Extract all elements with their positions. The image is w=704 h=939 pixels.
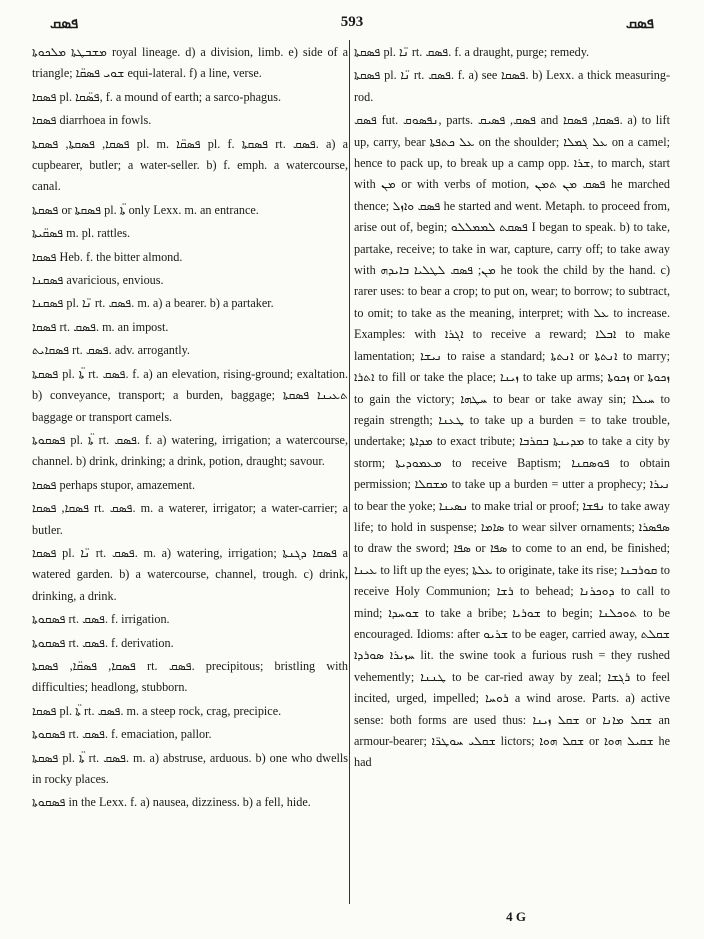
dictionary-entry: ܦܣܩܬܐ pl. ܢ̈ܐ rt. ܦܣܩ. f. a draught, purge; remedy. xyxy=(354,45,590,59)
dictionary-entry: ܦܣܩ̈ܝܬܐ m. pl. rattles. xyxy=(32,226,131,241)
dictionary-entry: ܦܣܩܘܬܐ pl. ܬ̈ܐ rt. ܦܣܩ. f. a) watering, irrigation; a watercourse, channel. b) drink, drinking; a drink, potion, draught; savour. xyxy=(32,432,348,469)
left-column xyxy=(32,42,348,904)
dictionary-entry: ܦܣܩܐ, ܦܣܩܬܐ, ܦܣܩܬܐ pl. m. ܦܣܩ̈ܐ pl. f. ܦܣܩܬܐ rt. ܦܣܩ. a) a cupbearer, butler; a water-seller. b) f. emph. a watercourse, canal. xyxy=(32,136,348,194)
dictionary-entry: ܦܣܩ fut. ܢܦܣܘܩ, parts. ܦܣܩ, ܦܣܝܩ and ܦܣܩܐ, ܦܣܩܐ. a) to lift up, carry, bear ܥܠ ܟܬܦܬܐ on the shoulder; ܥܠ ܓܡܠܐ on a camel; hence to pack up, to break up a camp opp. ܫܪܐ, to march, start with ܡܢ or with verbs of motion, ܦܣܩ ܡܢ ܬܡܢ he marched thence; ܦܣܩ ܘܐܙܠ he started and went. Metaph. to proceed from, arise out of, begin; ܦܣܩܬ ܠܡܡܠܠܘ I began to speak. b) to take, partake, receive; to take in war, capture, carry off; to take away with ܡܢ; ܦܣܩ ܠܛܠܝܐ ܒܐܝܕܗ he took the child by the hand. c) rarer uses: to bear a crop; to put on, wear; to borrow; to subtract, to omit; to take as the meaning, interpret; with ܥܠ to increase. Examples: with ܐܓܪܐ to receive a reward; ܐܒܠܐ to make lamentation; ܢܝܫܐ to raise a standard; ܐܢܬܬܐ or ܐܢܬܬܐ to marry; ܐܬܪܐ to fill or take the place; ܙܝܢܐ to take up arms; ܙܟܘܬܐ or ܙܟܘܬܐ to gain the victory; ܚܛܗܐ to bear or take away sin; ܚܝܠܐ to regain strength; ܛܥܢܐ to take up a burden = to take trouble, undertake; ܡܕܐܬܐ to exact tribute; ܡܕܝܢܬܐ ܒܩܪܒܐ to take a city by storm; ܡܥܡܘܕܝܬܐ to receive Baptism; ܦܘܣܩܢܐ to obtain permission; ܡܫܩܠܐ to take up a burden = utter a prophecy; ܢܝܪܐ to bear the yoke; ܢܣܝܢܐ to make trial or proof; ܢܦܫܐ to take away life; to hold in suspense; ܣܐܡܐ to wear silver ornaments; ܣܦܣܪܐ to draw the sword; ܣܦܐ or ܣܦܐ to come to an end, be finished; ܥܝܢܐ to lift up the eyes; ܥܠܬܐ to originate, take its rise; ܩܘܪܒܢܐ to receive Holy Communion; ܪܫܐ to behead; ܕܘܟܪܢܐ to call to mind; ܫܘܚܕܐ to take a bribe; ܫܘܪܝܐ to begin; ܬܘܟܠܢܐ to be encouraged. Idioms: after ܫܪܝܘ to be eager, carried away, ܫܩܠܬ ܚܙܝܪܐ ܣܘܪܕܐ lit. the swine took a furious rush = they rushed vehemently; ܛܢܢܐ to be car-ried away by zeal; ܪܓܫܐ to feel incited, urged, impelled; ܪܘܚܐ a wind arose. Parts. a) active sense: both forms are used thus: ܫܩܠ ܙܝܢܐ or ܫܩܠ ܡܐܢܐ an armour-bearer; ܫܩܠܝ ܚܘܛܪ̈ܐ lictors; ܫܩܠ ܗܘܐ or ܫܩܝܠ ܗܘܐ he had xyxy=(354,113,670,770)
dictionary-entry: ܦܣܩܘܬܐ in the Lexx. f. a) nausea, dizziness. b) a fell, hide. xyxy=(32,795,311,810)
dictionary-entry: ܦܣܩܬܐ pl. ܬ̈ܐ rt. ܦܣܩ. m. a) abstruse, arduous. b) one who dwells in rocky places. xyxy=(32,750,348,786)
dictionary-entry: ܦܣܩܬܐ or ܦܣܩܬܐ pl. ܬ̈ܐ only Lexx. m. an entrance. xyxy=(32,202,259,217)
dictionary-entry: ܦܣܩܐ diarrhoea in fowls. xyxy=(32,113,152,128)
page-header xyxy=(34,10,670,34)
dictionary-entry: ܦܣܩܘܬܐ rt. ܦܣܩ. f. emaciation, pallor. xyxy=(32,727,212,742)
dictionary-entry: ܦܣܩܐ pl. ܢ̈ܐ rt. ܦܣܩ. m. a) watering, irrigation; ܦܣܩܐ ܕܓܢܬܐ a watered garden. b) a watercourse, channel, trough. c) drink, drinking, a drink. xyxy=(32,545,348,603)
dictionary-entry: ܦܣܩܐ perhaps stupor, amazement. xyxy=(32,477,196,492)
dictionary-entry: ܦܣܩܬܐ pl. ܬ̈ܐ rt. ܦܣܩ. f. a) an elevation, rising-ground; exaltation. b) conveyance, transport; a burden, baggage; ܬܥܝܢܐ ܦܣܩܬܐ baggage or transport camels. xyxy=(32,366,348,424)
dictionary-entry: ܦܣܩܢܐ avaricious, envious. xyxy=(32,273,164,288)
right-running-headword: ܦܣܩ xyxy=(625,14,654,32)
dictionary-entry: ܦܣܩܬܐ pl. ܢ̈ܐ rt. ܦܣܩ. f. a) see ܦܣܩܐ. b) Lexx. a thick measuring-rod. xyxy=(354,68,670,104)
dictionary-entry: ܦܣܩܘܬܐ rt. ܦܣܩ. f. derivation. xyxy=(32,635,174,650)
column-divider xyxy=(349,40,350,904)
dictionary-entry: ܦܣܩܐ Heb. f. the bitter almond. xyxy=(32,249,183,264)
dictionary-entry: ܦܣܩܘܬܐ rt. ܦܣܩ. f. irrigation. xyxy=(32,612,170,627)
dictionary-entry: ܡܫܒܛܬܐ ܡܠܟܘܬܐ royal lineage. d) a division, limb. e) side of a triangle; ܫܘܝ ܦܣܩ̈ܐ equi-lateral. f) a line, verse. xyxy=(32,45,348,81)
dictionary-entry: ܦܣܩܐܝܬ rt. ܦܣܩ. adv. arrogantly. xyxy=(32,343,190,358)
signature-mark: 4 G xyxy=(506,909,526,924)
page-number: 593 xyxy=(340,14,364,30)
dictionary-entry: ܦܣܩܐ, ܦܣܩܐ rt. ܦܣܩ. m. a waterer, irrigator; a water-carrier; a butler. xyxy=(32,501,348,537)
left-running-headword: ܦܣܩ xyxy=(50,14,79,32)
dictionary-entry: ܦܣܩܐ pl. ܦܣ̈ܩܐ, f. a mound of earth; a sarco-phagus. xyxy=(32,89,282,104)
right-column xyxy=(354,42,670,904)
dictionary-entry: ܦܣܩܐ, ܦܣܩ̈ܐ, ܦܣܩܬܐ rt. ܦܣܩ. precipitous; bristling with difficulties; headlong, stubborn. xyxy=(32,658,348,695)
dictionary-entry: ܦܣܩܐ pl. ܬ̈ܐ rt. ܦܣܩ. m. a steep rock, crag, precipice. xyxy=(32,703,282,718)
dictionary-entry: ܦܣܩܐ rt. ܦܣܩ. m. an impost. xyxy=(32,319,169,334)
dictionary-entry: ܦܣܩܢܐ pl. ܢ̈ܐ rt. ܦܣܩ. m. a) a bearer. b) a partaker. xyxy=(32,296,274,311)
